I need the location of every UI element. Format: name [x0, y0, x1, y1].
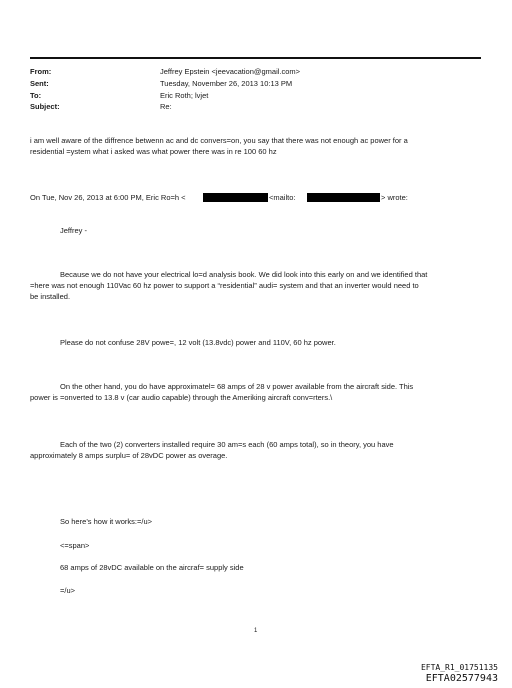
paragraph-7: 68 amps of 28vDC available on the aircraf= supply side: [60, 563, 244, 572]
page-number: 1: [254, 628, 258, 634]
paragraph-2: Please do not confuse 28V powe=, 12 volt (13.8vdc) power and 110V, 60 hz power.: [60, 338, 336, 347]
paragraph-4-line-2: approximately 8 amps surplu= of 28vDC power as overage.: [30, 451, 228, 460]
paragraph-8: =/u>: [60, 586, 76, 595]
paragraph-5: So here’s how it works:=/u>: [60, 517, 152, 526]
paragraph-6: <=span>: [60, 541, 90, 550]
salutation: Jeffrey -: [60, 226, 87, 235]
paragraph-1-line-3: be installed.: [30, 292, 71, 301]
subject-label: Subject:: [30, 102, 60, 111]
paragraph-4-line-1: Each of the two (2) converters installed require 30 am=s each (60 amps total), so in theory, you have: [60, 440, 394, 449]
paragraph-1-line-1: Because we do not have your electrical lo=d analysis book. We did look into this early on and we identified that: [60, 270, 428, 279]
sent-label: Sent:: [30, 79, 49, 88]
paragraph-3-line-1: On the other hand, you do have approximatel= 68 amps of 28 v power available from the aircraft side. This: [60, 382, 414, 391]
quote-header-prefix: On Tue, Nov 26, 2013 at 6:00 PM, Eric Ro=h <: [30, 193, 186, 202]
from-label: From:: [30, 67, 52, 76]
to-value: Eric Roth; lvjet: [160, 91, 209, 100]
subject-value: Re:: [160, 102, 172, 111]
header-rule: [30, 57, 481, 59]
sent-value: Tuesday, November 26, 2013 10:13 PM: [160, 79, 293, 88]
to-label: To:: [30, 91, 42, 100]
bates-number-2: EFTA02577943: [425, 673, 498, 684]
bates-number-1: EFTA_R1_01751135: [420, 663, 498, 672]
reply-line-1: i am well aware of the diffrence betwenn ac and dc convers=on, you say that there was not enough ac power for a: [30, 136, 408, 145]
quote-header-mailto: <mailto:: [269, 193, 296, 202]
quote-header-suffix: > wrote:: [381, 193, 408, 202]
reply-line-2: residential =ystem what i asked was what power there was in re 100 60 hz: [30, 147, 277, 156]
paragraph-3-line-2: power is =onverted to 13.8 v (car audio capable) through the Ameriking aircraft conv=rters.\: [30, 393, 333, 402]
from-value: Jeffrey Epstein <jeevacation@gmail.com>: [160, 67, 301, 76]
redaction-box: [307, 193, 380, 202]
paragraph-1-line-2: =here was not enough 110Vac 60 hz power to support a “residential” audi= system and that an inverter would need to: [30, 281, 419, 290]
redaction-box: [203, 193, 268, 202]
